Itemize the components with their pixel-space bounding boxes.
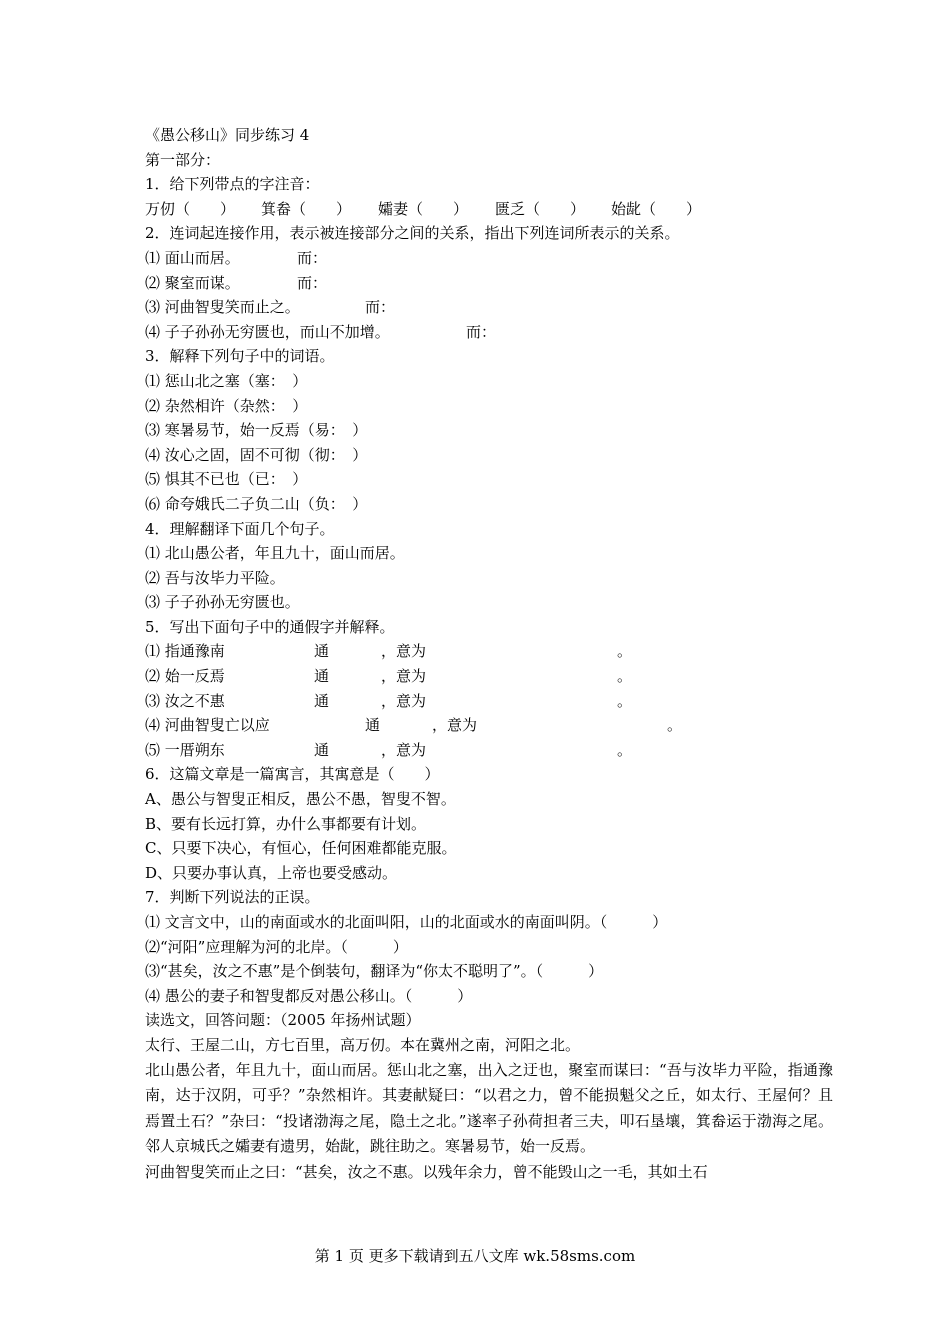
q3-item: ⑶ 寒暑易节，始一反焉（易： ） — [145, 421, 368, 440]
document-body — [145, 123, 845, 1184]
q2-item — [145, 246, 845, 271]
q5-item-tong: 通 — [314, 667, 330, 686]
q5-item-end: 。 — [617, 691, 633, 710]
q2-item-text: ⑶ 河曲智叟笑而止之。 — [145, 298, 300, 317]
q7-item: ⑶“甚矣，汝之不惠”是个倒装句，翻译为“你太不聪明了”。（ ） — [145, 962, 604, 981]
q3-item: ⑵ 杂然相许（杂然： ） — [145, 396, 308, 415]
q1-items — [145, 197, 845, 222]
q7-item: ⑴ 文言文中，山的南面或水的北面叫阳，山的北面或水的南面叫阴。（ ） — [145, 913, 668, 931]
q4-stem: 4．理解翻译下面几个句子。 — [145, 519, 335, 538]
q4-item: ⑵ 吾与汝毕力平险。 — [145, 568, 285, 587]
reading-paragraph: 太行、王屋二山，方七百里，高万仞。本在冀州之南，河阳之北。 — [145, 1035, 581, 1054]
q1-item: 箕畚（ ） — [261, 199, 352, 218]
q5-item-yiwei: ，意为 — [432, 716, 478, 735]
q2-item — [145, 320, 845, 345]
q4-item: ⑶ 子子孙孙无穷匮也。 — [145, 593, 300, 612]
q5-item-yiwei: ，意为 — [381, 667, 427, 686]
q2-item-label: 而： — [365, 298, 396, 317]
q5-item-tong: 通 — [314, 642, 330, 661]
q5-item-text: ⑶ 汝之不惠 — [145, 691, 225, 710]
doc-title: 《愚公移山》同步练习 4 — [145, 126, 310, 144]
q6-stem: 6．这篇文章是一篇寓言，其寓意是（ ） — [145, 765, 440, 784]
q2-item-text: ⑵ 聚室而谋。 — [145, 273, 240, 292]
reading-paragraph: 河曲智叟笑而止之曰：“甚矣，汝之不惠。以残年余力，曾不能毁山之一毛，其如土石 — [145, 1162, 708, 1181]
q7-item: ⑷ 愚公的妻子和智叟都反对愚公移山。（ ） — [145, 986, 473, 1005]
q5-item-end: 。 — [667, 716, 683, 735]
q5-item-text: ⑵ 始一反焉 — [145, 667, 225, 686]
q2-item-label: 而： — [466, 322, 497, 341]
q3-item: ⑴ 惩山北之塞（塞： ） — [145, 371, 308, 390]
q5-item — [145, 689, 845, 714]
q2-stem: 2．连词起连接作用，表示被连接部分之间的关系，指出下列连词所表示的关系。 — [145, 224, 680, 243]
q2-item — [145, 295, 845, 320]
q5-item — [145, 738, 845, 763]
q7-item: ⑵“河阳”应理解为河的北岸。（ ） — [145, 937, 408, 956]
q5-item-text: ⑸ 一厝朔东 — [145, 740, 225, 759]
q3-stem: 3．解释下列句子中的词语。 — [145, 347, 335, 366]
q5-item-yiwei: ，意为 — [381, 740, 427, 759]
q5-item-yiwei: ，意为 — [381, 691, 427, 710]
q4-item: ⑴ 北山愚公者，年且九十，面山而居。 — [145, 544, 405, 563]
q3-item: ⑸ 惧其不已也（已： ） — [145, 470, 308, 489]
q5-item-end: 。 — [617, 642, 633, 661]
q5-item — [145, 713, 845, 738]
q6-option: B、要有长远打算，办什么事都要有计划。 — [145, 814, 427, 833]
q1-item: 万仞（ ） — [145, 199, 236, 218]
q2-item-text: ⑷ 子子孙孙无穷匮也，而山不加增。 — [145, 322, 390, 341]
q3-item: ⑷ 汝心之固，固不可彻（彻： ） — [145, 445, 368, 464]
q5-item-tong: 通 — [365, 716, 381, 735]
page-footer: 第 1 页 更多下载请到五八文库 wk.58sms.com — [314, 1247, 636, 1265]
q6-option: A、愚公与智叟正相反，愚公不愚，智叟不智。 — [145, 790, 456, 809]
q6-option: D、只要办事认真，上帝也要受感动。 — [145, 863, 398, 882]
q5-item-text: ⑴ 指通豫南 — [145, 642, 225, 661]
q2-item — [145, 271, 845, 296]
q1-stem: 1．给下列带点的字注音： — [145, 175, 320, 194]
q5-item-tong: 通 — [314, 691, 330, 710]
q5-item — [145, 639, 845, 664]
q5-item-end: 。 — [617, 667, 633, 686]
q1-item: 匮乏（ ） — [495, 199, 586, 218]
q5-item-text: ⑷ 河曲智叟亡以应 — [145, 716, 270, 735]
q5-item-yiwei: ，意为 — [381, 642, 427, 661]
q1-item: 孀妻（ ） — [378, 199, 469, 218]
q2-item-label: 而： — [297, 248, 328, 267]
q5-item-end: 。 — [617, 740, 633, 759]
q6-option: C、只要下决心，有恒心，任何困难都能克服。 — [145, 839, 457, 858]
q2-item-text: ⑴ 面山而居。 — [145, 248, 240, 267]
q3-item: ⑹ 命夸娥氏二子负二山（负： ） — [145, 494, 368, 513]
reading-paragraph: 北山愚公者，年且九十，面山而居。惩山北之塞，出入之迂也，聚室而谋曰：“吾与汝毕力平险，指通豫南，达于汉阴，可乎？”杂然相许。其妻献疑曰：“以君之力，曾不能损魁父之丘，如太行、王屋何？且焉置土石？”杂曰：“投诸渤海之尾，隐土之北。”遂率子孙荷担者三夫，叩石垦壤，箕畚运于渤海之尾。邻人京城氏之孀妻有遗男，始龀，跳往助之。寒暑易节，始一反焉。 — [145, 1060, 833, 1156]
q5-item — [145, 664, 845, 689]
q7-stem: 7．判断下列说法的正误。 — [145, 888, 320, 907]
q5-stem: 5．写出下面句子中的通假字并解释。 — [145, 617, 395, 636]
q2-item-label: 而： — [297, 273, 328, 292]
q1-item: 始龀（ ） — [611, 199, 702, 218]
q5-item-tong: 通 — [314, 740, 330, 759]
reading-intro: 读选文，回答问题：（2005 年扬州试题） — [145, 1011, 421, 1030]
part-heading: 第一部分： — [145, 150, 221, 169]
